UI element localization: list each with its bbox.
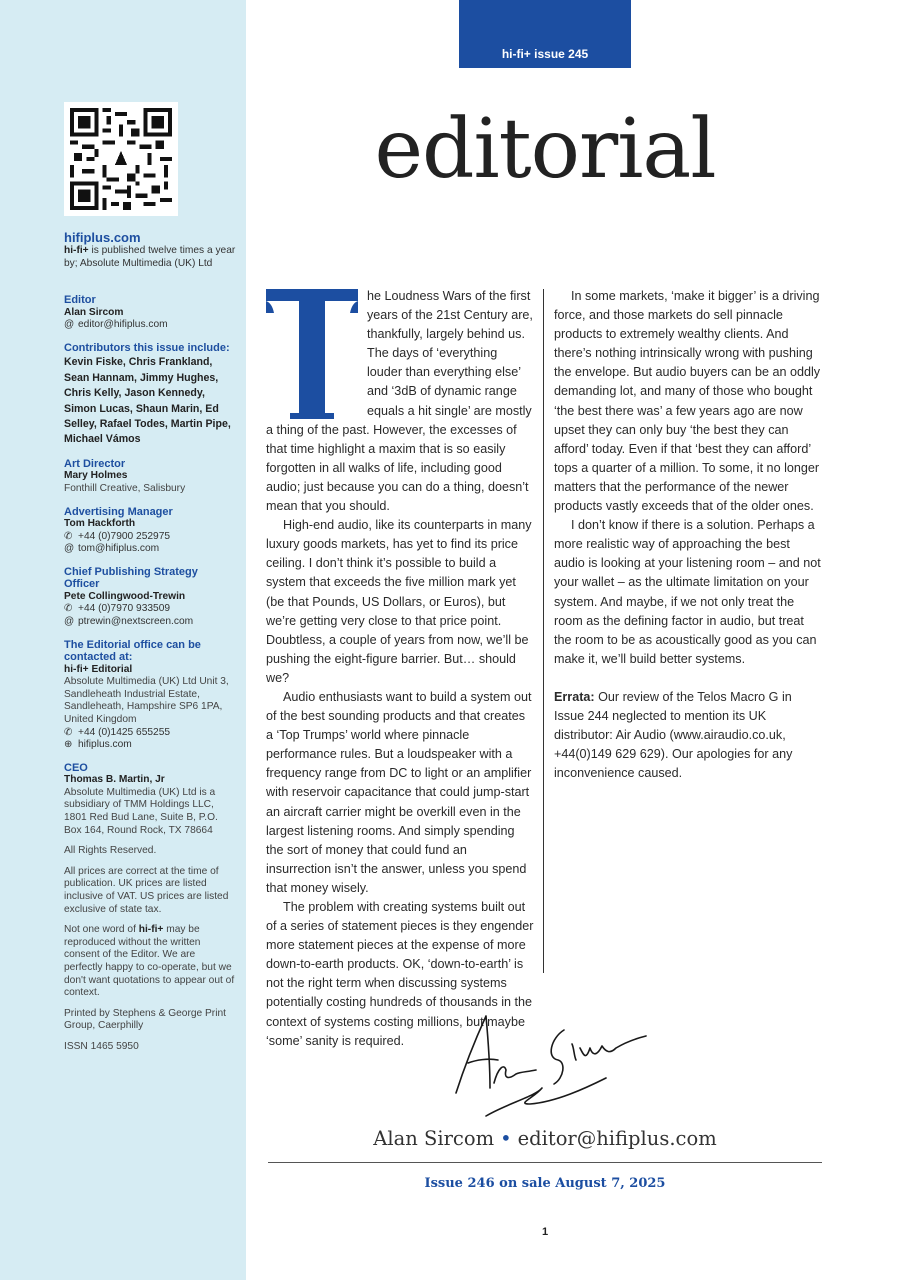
phone-icon: ✆	[64, 530, 73, 542]
contributors-list: Kevin Fiske, Chris Frankland, Sean Hannam, Jimmy Hughes, Chris Kelly, Jason Kennedy, Simon Lucas, Shaun Marin, Ed Selley, Rafael Todes, Martin Pipe, Michael Vámos	[64, 356, 231, 446]
rights-notice: All Rights Reserved.	[64, 845, 157, 857]
publishing-email-row	[64, 616, 236, 629]
separator-dot: •	[500, 1127, 512, 1150]
publishing-section	[64, 566, 236, 629]
issue-tab	[459, 0, 631, 68]
copyright-pre: Not one word of	[64, 924, 139, 936]
art-director-name: Mary Holmes	[64, 470, 128, 482]
contributors-section	[64, 342, 236, 448]
masthead-credits	[64, 230, 236, 1054]
brand-name: hi-fi+	[64, 245, 89, 256]
brand-name: hi-fi+	[138, 924, 164, 936]
editor-section	[64, 294, 236, 332]
office-phone-row	[64, 727, 236, 740]
advertising-section	[64, 506, 236, 556]
ceo-section	[64, 762, 236, 837]
qr-code-icon	[70, 108, 172, 210]
at-icon: @	[64, 615, 75, 627]
office-phone[interactable]: +44 (0)1425 655255	[78, 726, 171, 738]
paragraph-2: High-end audio, like its counterparts in many luxury goods markets, has yet to find its price ceiling. I don’t think it’s possible to build a system that exceeds the five million mark yet (be that Pounds, US Dollars, or Euros), but we’re getting very close to that price point. Doubtless, a couple of years from now, we’ll be pushing the eight-figure barrier. But… should we?	[266, 518, 532, 685]
ceo-name: Thomas B. Martin, Jr	[64, 774, 165, 786]
phone-icon: ✆	[64, 603, 73, 615]
paragraph-4: The problem with creating systems built out of a series of statement pieces is they engender more statement pieces at the expense of more down-to-earth products. OK, ‘down-to-earth’ is not the right term when discussing systems potentially costing hundreds of thousands in the context of systems costing millions, but maybe ‘some’ sanity is required.	[266, 900, 534, 1048]
paragraph-3: Audio enthusiasts want to build a system out of the best sounding products and that creates a ‘Top Trumps’ world where pinnacle performance rules. But a loudspeaker with a frequency range from DC to light or an amplifier with reservoir capacitance that could jump-start an aircraft carrier might be overkill even in the largest listening rooms. And simply spending the sort of money that could fund an insurrection isn’t the answer, unless you spend that money wisely.	[266, 689, 532, 895]
copyright-post: may be reproduced without the written consent of the Editor. We are perfectly happy to co-operate, but we don't want quotations to appear out of context.	[64, 924, 235, 999]
author-name: Alan Sircom	[373, 1127, 495, 1150]
author-credit	[268, 1127, 822, 1150]
ceo-address: Absolute Multimedia (UK) Ltd is a subsidiary of TMM Holdings LLC, 1801 Red Bud Lane, Suite B, P.O. Box 164, Round Rock, TX 78664	[64, 786, 218, 836]
advertising-email-row	[64, 543, 236, 556]
publisher-intro-text: is published twelve times a year by; Absolute Multimedia (UK) Ltd	[64, 245, 236, 269]
office-address: Absolute Multimedia (UK) Ltd Unit 3, Sandleheath Industrial Estate, Sandleheath, Hampshire SP6 1PA, United Kingdom	[64, 676, 229, 725]
art-director-section	[64, 458, 236, 496]
office-heading: The Editorial office can be contacted at:	[64, 638, 201, 664]
advertising-email[interactable]: tom@hifiplus.com	[78, 543, 160, 555]
publishing-email[interactable]: ptrewin@nextscreen.com	[78, 615, 194, 627]
issn: ISSN 1465 5950	[64, 1040, 139, 1052]
advertising-heading: Advertising Manager	[64, 505, 173, 518]
art-director-heading: Art Director	[64, 457, 126, 470]
editor-email[interactable]: editor@hifiplus.com	[78, 319, 168, 331]
globe-icon: ⊕	[64, 739, 73, 751]
contributors-heading: Contributors this issue include:	[64, 341, 230, 354]
page-title: editorial	[374, 102, 716, 197]
page-number: 1	[541, 1226, 549, 1238]
issue-tab-label: hi-fi+ issue 245	[501, 47, 589, 61]
paragraph-1: he Loudness Wars of the first years of the 21st Century are, thankfully, largely behind us. The days of ‘everything louder than everything else’ and ‘3dB of dynamic range equals a hit single’ are mostly a thing of the past. However, the excesses of that time highlight a maxim that is so easily forgotten in all walks of life, including good audio; just because you can do a thing, doesn’t mean that you should.	[266, 289, 533, 514]
editor-heading: Editor	[64, 294, 96, 307]
advertising-phone[interactable]: +44 (0)7900 252975	[78, 530, 171, 542]
publisher-intro	[64, 245, 236, 270]
paragraph-5: In some markets, ‘make it bigger’ is a driving force, and those markets do sell pinnacle products to extremely wealthy clients. And there’s nothing intrinsically wrong with pushing the envelope. But audio buyers can be an oddly demanding lot, and many of those who bought ‘the best there was’ a few years ago are now upset they can only buy ‘the best they can afford’ today. Even if that ‘best they can afford’ tops a quarter of a million. To some, it no longer matters that the performance of the newer products vastly exceeds that of the older ones.	[554, 289, 821, 514]
art-director-company: Fonthill Creative, Salisbury	[64, 482, 186, 494]
column-divider	[543, 289, 544, 973]
printer-notice: Printed by Stephens & George Print Group, Caerphilly	[64, 1007, 226, 1032]
website-link[interactable]: hifiplus.com	[64, 230, 141, 245]
errata-label: Errata:	[554, 689, 595, 704]
publishing-name: Pete Collingwood-Trewin	[64, 590, 186, 602]
article-column-1	[266, 287, 534, 1051]
editor-name: Alan Sircom	[64, 306, 124, 318]
errata-text: Our review of the Telos Macro G in Issue 244 neglected to mention its UK distributor: Air Audio (www.airaudio.co.uk, +44(0)149 629 629). Our apologies for any inconvenience caused.	[554, 689, 793, 781]
publishing-phone[interactable]: +44 (0)7970 933509	[78, 603, 171, 615]
office-name: hi-fi+ Editorial	[64, 663, 133, 675]
at-icon: @	[64, 319, 75, 331]
editor-email-row	[64, 319, 236, 332]
drop-cap	[266, 289, 358, 419]
advertising-phone-row	[64, 531, 236, 544]
office-section	[64, 639, 236, 752]
at-icon: @	[64, 543, 75, 555]
article-column-2	[554, 287, 824, 783]
footer-rule	[268, 1162, 822, 1163]
office-web[interactable]: hifiplus.com	[78, 739, 132, 751]
masthead-sidebar	[0, 0, 246, 1280]
prices-notice: All prices are correct at the time of publication. UK prices are listed inclusive of VAT. US prices are listed exclusive of state tax.	[64, 865, 229, 915]
errata	[554, 688, 824, 783]
phone-icon: ✆	[64, 726, 73, 738]
publishing-heading: Chief Publishing Strategy Officer	[64, 565, 198, 591]
handwritten-signature	[446, 1008, 656, 1123]
publishing-phone-row	[64, 603, 236, 616]
qr-code[interactable]	[64, 102, 178, 216]
drop-cap-t-letter	[266, 289, 358, 419]
author-email[interactable]: editor@hifiplus.com	[517, 1127, 717, 1150]
advertising-name: Tom Hackforth	[64, 518, 136, 529]
ceo-heading: CEO	[64, 761, 88, 774]
paragraph-6: I don’t know if there is a solution. Perhaps a more realistic way of approaching the best audio is looking at your listening room – and not your wallet – as the ultimate limitation on your system. And maybe, if we not only treat the room as the defining factor in audio, but treat the room to be as acoustically good as you can make it, we’ll build better systems.	[554, 518, 821, 666]
next-issue-notice: Issue 246 on sale August 7, 2025	[424, 1176, 666, 1191]
copyright-notice	[64, 924, 236, 1000]
office-web-row	[64, 739, 236, 752]
